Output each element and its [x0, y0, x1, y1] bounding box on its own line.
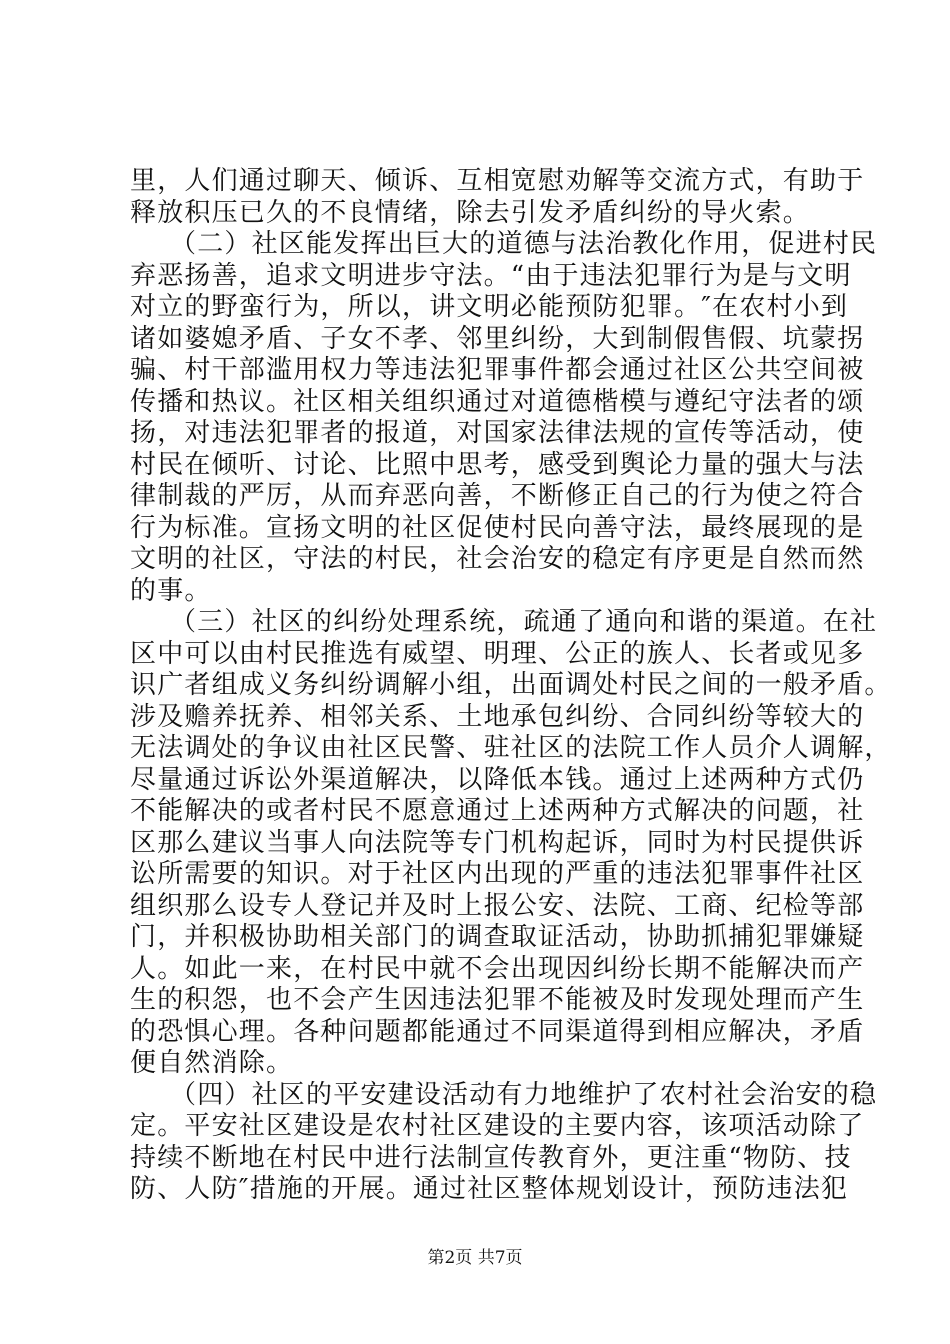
- text-line: 便自然消除。: [130, 1048, 294, 1078]
- text-line: 生的积怨，也不会产生因违法犯罪不能被及时发现处理而产生: [130, 985, 865, 1015]
- paragraph-start-line: （三）社区的纠纷处理系统，疏通了通向和谐的渠道。在社: [170, 607, 878, 637]
- text-line: 骗、村干部滥用权力等违法犯罪事件都会通过社区公共空间被: [130, 355, 865, 385]
- text-line: 村民在倾听、讨论、比照中思考，感受到舆论力量的强大与法: [130, 449, 865, 480]
- text-line: 尽量通过诉讼外渠道解决，以降低本钱。通过上述两种方式仍: [130, 764, 865, 795]
- text-line: 组织那么设专人登记并及时上报公安、法院、工商、纪检等部: [130, 890, 865, 921]
- text-line: 防、人防″措施的开展。通过社区整体规划设计，预防违法犯: [130, 1174, 849, 1204]
- text-line: 里，人们通过聊天、倾诉、互相宽慰劝解等交流方式，有助于: [130, 166, 865, 196]
- paragraph-start-line: （四）社区的平安建设活动有力地维护了农村社会治安的稳: [170, 1079, 878, 1110]
- text-line: 的恐惧心理。各种问题都能通过不同渠道得到相应解决，矛盾: [130, 1016, 865, 1047]
- text-line: 区中可以由村民推选有威望、明理、公正的族人、长者或见多: [130, 638, 865, 669]
- text-line: 释放积压已久的不良情绪，除去引发矛盾纠纷的导火索。: [130, 197, 811, 228]
- text-line: 无法调处的争议由社区民警、驻社区的法院工作人员介人调解，: [130, 733, 892, 763]
- text-line: 律制裁的严厉，从而弃恶向善，不断修正自己的行为使之符合: [130, 481, 865, 511]
- paragraph-start-line: （二）社区能发挥出巨大的道德与法治教化作用，促进村民: [170, 229, 878, 259]
- text-line: 诸如婆媳矛盾、子女不孝、邻里纠纷，大到制假售假、坑蒙拐: [130, 323, 865, 354]
- text-line: 定。平安社区建设是农村社区建设的主要内容，该项活动除了: [130, 1111, 865, 1141]
- text-line: 人。如此一来，在村民中就不会出现因纠纷长期不能解决而产: [130, 953, 865, 984]
- text-line: 区那么建议当事人向法院等专门机构起诉，同时为村民提供诉: [130, 827, 865, 858]
- text-line: 讼所需要的知识。对于社区内出现的严重的违法犯罪事件社区: [130, 859, 865, 889]
- text-line: 门，并积极协助相关部门的调查取证活动，协助抓捕犯罪嫌疑: [130, 922, 865, 952]
- text-line: 弃恶扬善，追求文明进步守法。“由于违法犯罪行为是与文明: [130, 260, 852, 291]
- text-line: 持续不断地在村民中进行法制宣传教育外，更注重“物防、技: [130, 1142, 852, 1173]
- text-line: 行为标准。宣扬文明的社区促使村民向善守法，最终展现的是: [130, 512, 865, 543]
- text-line: 对立的野蛮行为，所以，讲文明必能预防犯罪。″在农村小到: [130, 292, 849, 322]
- text-line: 扬，对违法犯罪者的报道，对国家法律法规的宣传等活动，使: [130, 418, 865, 448]
- text-line: 识广者组成义务纠纷调解小组，出面调处村民之间的一般矛盾。: [130, 670, 892, 700]
- text-line: 不能解决的或者村民不愿意通过上述两种方式解决的问题，社: [130, 796, 865, 826]
- page-number-footer: 第2页 共7页: [427, 1248, 523, 1268]
- text-line: 的事。: [130, 575, 212, 606]
- text-line: 传播和热议。社区相关组织通过对道德楷模与遵纪守法者的颂: [130, 386, 865, 417]
- text-line: 文明的社区，守法的村民，社会治安的稳定有序更是自然而然: [130, 544, 865, 574]
- text-line: 涉及赡养抚养、相邻关系、土地承包纠纷、合同纠纷等较大的: [130, 701, 865, 732]
- document-body: [130, 166, 892, 1206]
